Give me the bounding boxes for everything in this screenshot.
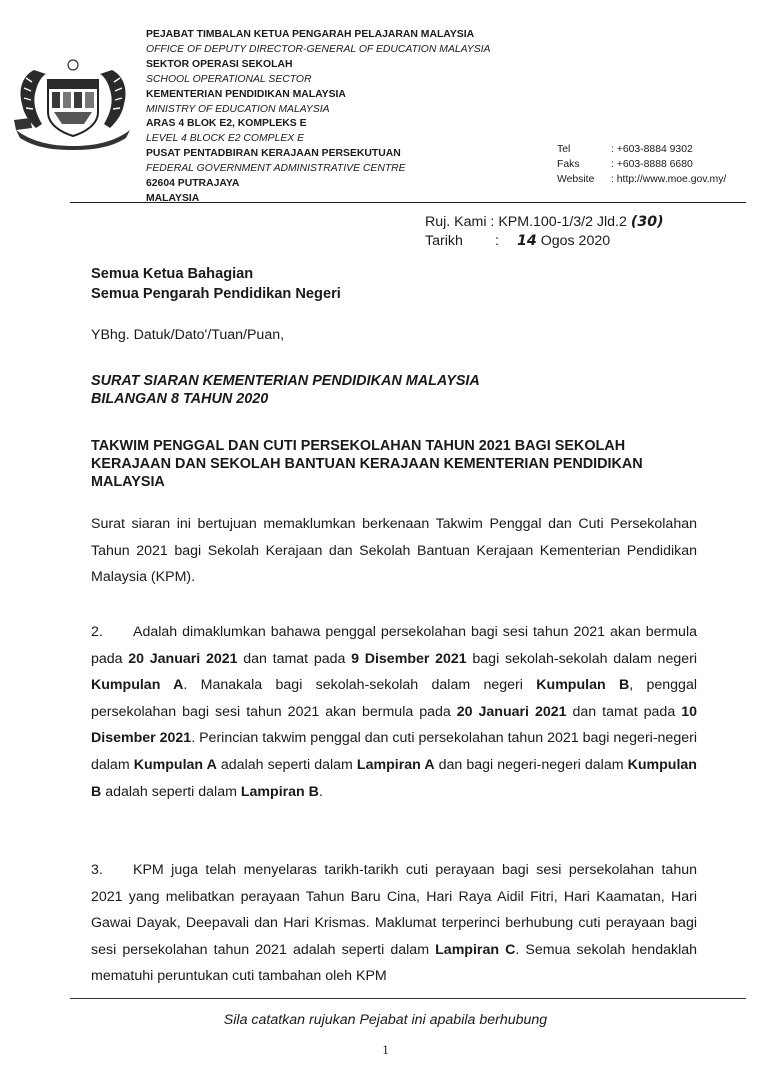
intro-paragraph: Surat siaran ini bertujuan memaklumkan berkenaan Takwim Penggal dan Cuti Persekolahan Tahun 2021 bagi Sekolah Kerajaan dan Sekolah Bantuan Kerajaan Kementerian Pendidikan Malaysia (KPM).: [91, 516, 697, 586]
contact-website: Website : http://www.moe.gov.my/: [557, 174, 727, 185]
letterhead-line: LEVEL 4 BLOCK E2 COMPLEX E: [146, 133, 305, 145]
letterhead-line: 62604 PUTRAJAYA: [146, 178, 240, 190]
letterhead-line: ARAS 4 BLOK E2, KOMPLEKS E: [146, 118, 307, 130]
contact-block: [557, 142, 726, 187]
handwritten-day: 14: [517, 233, 537, 249]
paragraph-3: 3. KPM juga telah menyelaras tarikh-tarikh cuti perayaan bagi sesi persekolahan tahun 2021 yang melibatkan perayaan Tahun Baru Cina, Hari Raya Aidil Fitri, Hari Kaamatan, Hari Gawai Dayak, Deepavali dan Hari Krismas. Maklumat terperinci berhubung cuti perayaan bagi sesi persekolahan tahun 2021 adalah seperti dalam Lampiran C. Semua sekolah hendaklah mematuhi peruntukan cuti tambahan oleh KPM: [91, 862, 698, 985]
reference-block: [425, 213, 664, 251]
website-link[interactable]: : http://www.moe.gov.my/: [611, 174, 727, 185]
letterhead-line: SEKTOR OPERASI SEKOLAH: [146, 58, 293, 70]
footer-divider: [70, 998, 746, 999]
handwritten-ref: (30): [630, 214, 664, 230]
coat-of-arms-logo: [12, 58, 134, 150]
reference-number: Ruj. Kami : KPM.100-1/3/2 Jld.2 (30): [425, 214, 664, 230]
recipients: Semua Ketua Bahagian Semua Pengarah Pendidikan Negeri: [91, 266, 341, 302]
paragraph-2: 2. Adalah dimaklumkan bahawa penggal persekolahan bagi sesi tahun 2021 akan bermula pada 20 Januari 2021 dan tamat pada 9 Disember 2021 bagi sekolah-sekolah dalam negeri Kumpulan A. Manakala bagi sekolah-sekolah dalam negeri Kumpulan B, penggal persekolahan bagi sesi tahun 2021 akan bermula pada 20 Januari 2021 dan tamat pada 10 Disember 2021. Perincian takwim penggal dan cuti persekolahan tahun 2021 bagi negeri-negeri dalam Kumpulan A adalah seperti dalam Lampiran A dan bagi negeri-negeri dalam Kumpulan B adalah seperti dalam Lampiran B.: [91, 624, 697, 800]
footer-note: Sila catatkan rujukan Pejabat ini apabila berhubung: [223, 1012, 548, 1028]
letterhead: [146, 28, 566, 207]
letterhead-line: KEMENTERIAN PENDIDIKAN MALAYSIA: [146, 88, 346, 100]
letterhead-line: MINISTRY OF EDUCATION MALAYSIA: [146, 103, 330, 115]
letterhead-line: FEDERAL GOVERNMENT ADMINISTRATIVE CENTRE: [146, 163, 406, 175]
subject-heading: TAKWIM PENGGAL DAN CUTI PERSEKOLAHAN TAHUN 2021 BAGI SEKOLAH KERAJAAN DAN SEKOLAH BANTUAN KERAJAAN KEMENTERIAN PENDIDIKAN MALAYSIA: [91, 438, 643, 490]
letterhead-line: PEJABAT TIMBALAN KETUA PENGARAH PELAJARAN MALAYSIA: [146, 29, 475, 40]
contact-tel: Tel : +603-8884 9302: [557, 144, 693, 155]
letterhead-line: OFFICE OF DEPUTY DIRECTOR-GENERAL OF EDUCATION MALAYSIA: [146, 43, 491, 55]
header-divider: [70, 202, 746, 203]
letterhead-line: PUSAT PENTADBIRAN KERAJAAN PERSEKUTUAN: [146, 148, 401, 160]
letterhead-line: SCHOOL OPERATIONAL SECTOR: [146, 73, 312, 85]
contact-fax: Faks : +603-8888 6680: [557, 159, 693, 170]
salutation: YBhg. Datuk/Dato'/Tuan/Puan,: [91, 327, 285, 343]
page-number: 1: [382, 1042, 389, 1057]
circular-title: SURAT SIARAN KEMENTERIAN PENDIDIKAN MALAYSIA BILANGAN 8 TAHUN 2020: [91, 373, 480, 407]
letterhead-line: MALAYSIA: [146, 192, 200, 204]
reference-date: Tarikh : 14 Ogos 2020: [425, 233, 611, 249]
